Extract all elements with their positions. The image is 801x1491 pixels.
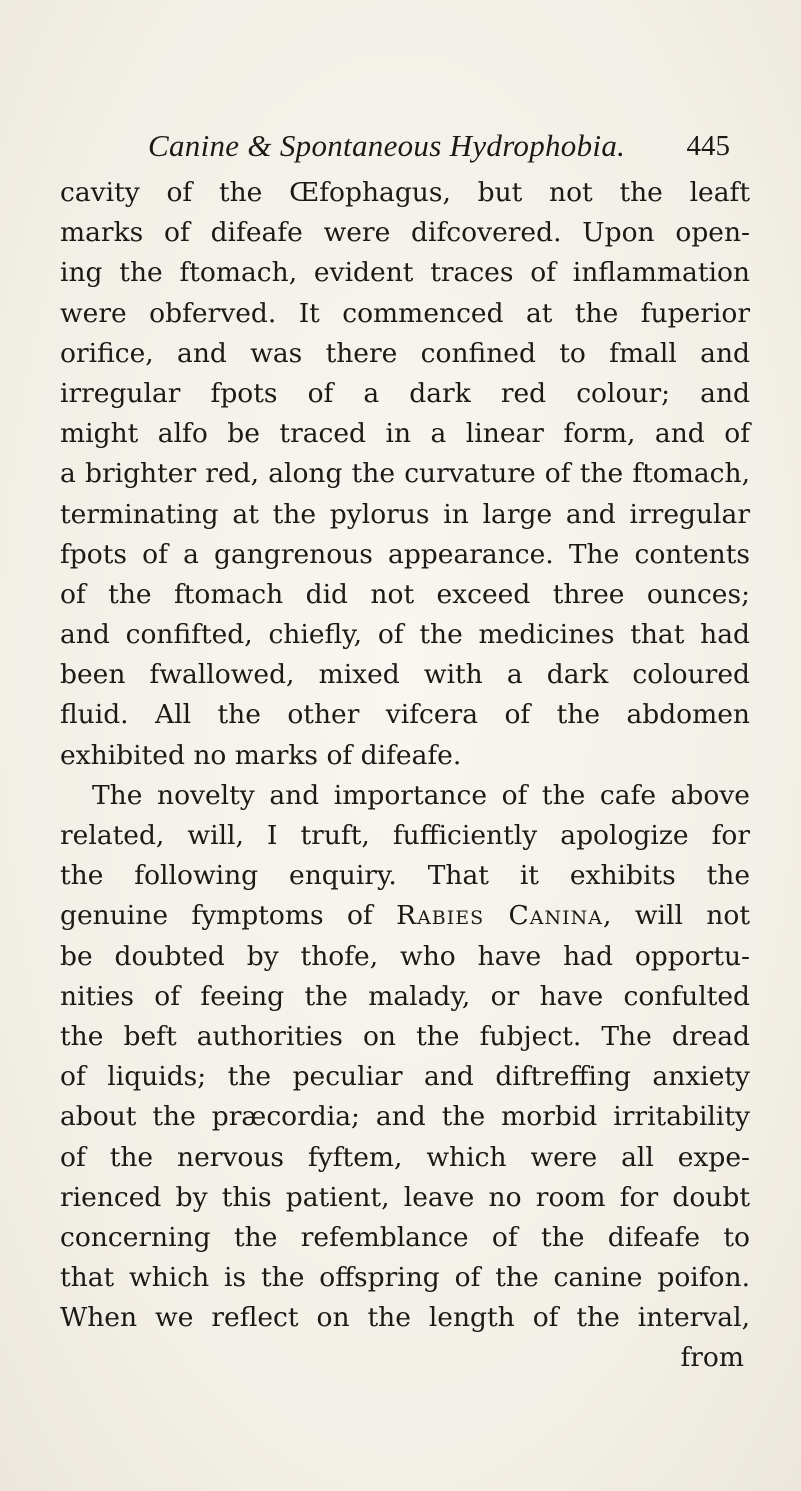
- running-head: Canine & Spontaneous Hydrophobia.: [148, 128, 626, 163]
- text-line: be doubted by thofe, who have had opportu-: [60, 940, 750, 972]
- body-text: [60, 173, 750, 1379]
- text-line: and confifted, chiefly, of the medicines that had: [60, 619, 750, 651]
- text-line: might alfo be traced in a linear form, and of: [60, 418, 750, 450]
- page-number: 445: [686, 130, 730, 162]
- text-line: of the ftomach did not exceed three ounces;: [60, 578, 750, 610]
- text-line: related, will, I truft, fufficiently apologize for: [60, 820, 750, 851]
- text-line: fpots of a gangrenous appearance. The contents: [60, 538, 750, 570]
- text-line: When we reflect on the length of the interval,: [60, 1302, 750, 1334]
- text-fragment: , will not: [603, 900, 750, 932]
- text-line: nities of feeing the malady, or have confulted: [60, 980, 750, 1012]
- text-line: rienced by this patient, leave no room for doubt: [60, 1181, 750, 1213]
- page-header: [60, 128, 740, 172]
- text-line: a brighter red, along the curvature of the ftomach,: [60, 458, 750, 490]
- text-line: terminating at the pylorus in large and irregular: [60, 498, 750, 530]
- text-line: The novelty and importance of the cafe above: [92, 779, 750, 811]
- text-line: fluid. All the other vifcera of the abdomen: [60, 699, 750, 731]
- text-line: the following enquiry. That it exhibits the: [60, 860, 750, 892]
- text-line-rabies: [60, 896, 750, 936]
- text-line: the beft authorities on the fubject. The dread: [60, 1020, 750, 1052]
- paragraph-2: [60, 776, 750, 1379]
- text-line: about the præcordia; and the morbid irritability: [60, 1101, 750, 1133]
- text-line: been fwallowed, mixed with a dark coloured: [60, 659, 750, 691]
- small-caps-term: Rabies Canina: [396, 900, 604, 932]
- paragraph-1: [60, 173, 750, 776]
- text-line: were obferved. It commenced at the fuperior: [60, 297, 750, 329]
- text-line: ing the ftomach, evident traces of inflammation: [60, 257, 750, 289]
- text-line: concerning the refemblance of the difeafe to: [60, 1221, 750, 1253]
- text-fragment: genuine fymptoms of: [60, 900, 397, 932]
- text-line: that which is the offspring of the canine poifon.: [60, 1262, 750, 1294]
- text-line: cavity of the Œfophagus, but not the leaft: [60, 177, 750, 208]
- text-line: of liquids; the peculiar and diftreffing anxiety: [60, 1061, 750, 1093]
- text-line: orifice, and was there confined to fmall and: [60, 337, 750, 369]
- text-line: exhibited no marks of difeafe.: [60, 739, 462, 771]
- catchword: from: [680, 1342, 744, 1374]
- text-line: marks of difeafe were difcovered. Upon open-: [60, 217, 750, 249]
- text-line: irregular fpots of a dark red colour; and: [60, 377, 750, 409]
- text-line: of the nervous fyftem, which were all expe-: [60, 1141, 750, 1173]
